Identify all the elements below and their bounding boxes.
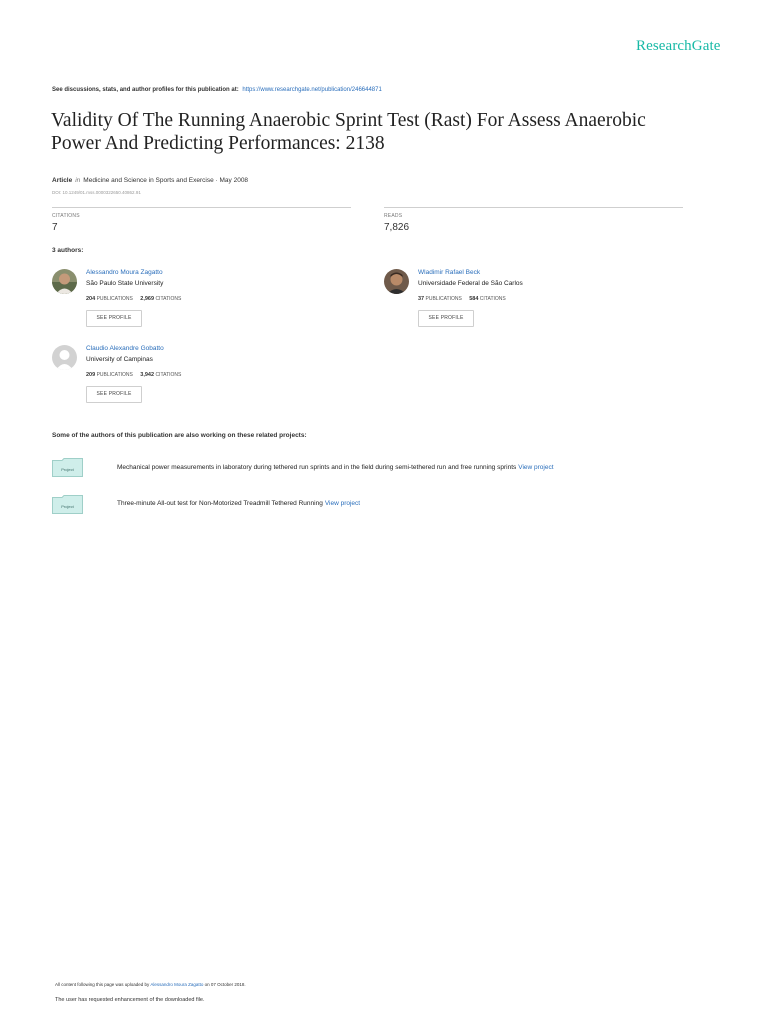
publications-count: 204	[86, 296, 96, 302]
author-photo-icon	[384, 269, 409, 294]
related-projects-heading: Some of the authors of this publication are also working on these related projects:	[52, 432, 307, 439]
author-name-link[interactable]: Claudio Alexandre Gobatto	[86, 345, 164, 352]
authors-heading: 3 authors:	[52, 247, 84, 254]
author-avatar[interactable]	[384, 269, 409, 294]
author-institution: Universidade Federal de São Carlos	[418, 280, 523, 287]
paper-title	[51, 109, 711, 155]
author-stats	[418, 296, 506, 302]
author-name-link[interactable]: Wladimir Rafael Beck	[418, 269, 481, 276]
project-folder-icon[interactable]	[52, 458, 83, 477]
title-line-2: Power And Predicting Performances: 2138	[51, 133, 385, 154]
publications-label: PUBLICATIONS	[96, 296, 133, 302]
reads-label: READS	[384, 213, 403, 219]
author-card	[384, 269, 684, 339]
project-icon-label: Project	[61, 504, 74, 509]
publications-count: 37	[418, 296, 425, 302]
see-profile-button[interactable]: SEE PROFILE	[86, 310, 142, 327]
in-text: in	[75, 177, 81, 184]
citations-count: 2,969	[140, 296, 155, 302]
project-item	[117, 464, 554, 471]
divider-right	[384, 207, 683, 208]
uploader-link[interactable]: Alessandro Moura Zagatto	[150, 982, 204, 987]
author-stats	[86, 372, 181, 378]
upload-note	[55, 982, 246, 987]
author-stats	[86, 296, 181, 302]
divider-left	[52, 207, 351, 208]
project-folder-icon[interactable]	[52, 495, 83, 514]
author-photo-icon	[52, 269, 77, 294]
article-type: Article	[52, 177, 73, 184]
article-info	[52, 177, 248, 184]
venue[interactable]: Medicine and Science in Sports and Exercise · May 2008	[83, 177, 249, 184]
citations-count: 3,942	[140, 372, 155, 378]
project-title: Mechanical power measurements in laboratory during tethered run sprints and in the field during semi-tethered run and free running sprints	[117, 464, 517, 471]
author-institution: São Paulo State University	[86, 280, 164, 287]
citations-value: 7	[52, 222, 58, 233]
author-card	[52, 345, 352, 415]
publications-label: PUBLICATIONS	[96, 372, 133, 378]
upload-suffix: on 07 October 2018.	[204, 982, 246, 987]
publications-label: PUBLICATIONS	[425, 296, 462, 302]
enhancement-note: The user has requested enhancement of the downloaded file.	[55, 997, 205, 1003]
project-item	[117, 500, 360, 507]
see-text: See discussions, stats, and author profiles for this publication at:	[52, 87, 239, 93]
author-card	[52, 269, 352, 339]
citations-label: CITATIONS	[52, 213, 80, 219]
publication-url-link[interactable]: https://www.researchgate.net/publication/246644871	[242, 87, 382, 93]
publication-link-line	[52, 87, 382, 93]
default-avatar-icon	[52, 345, 77, 370]
publications-count: 209	[86, 372, 96, 378]
doi: DOI: 10.1249/01.mss.0000322650.40862.91	[52, 190, 141, 195]
citations-label: CITATIONS	[155, 372, 182, 378]
title-line-1: Validity Of The Running Anaerobic Sprint Test (Rast) For Assess Anaerobic	[51, 110, 646, 131]
view-project-link[interactable]: View project	[324, 500, 361, 507]
view-project-link[interactable]: View project	[518, 464, 554, 471]
see-profile-button[interactable]: SEE PROFILE	[418, 310, 474, 327]
researchgate-logo[interactable]: ResearchGate	[636, 38, 721, 54]
author-avatar[interactable]	[52, 269, 77, 294]
citations-label: CITATIONS	[155, 296, 182, 302]
author-name-link[interactable]: Alessandro Moura Zagatto	[86, 269, 163, 276]
citations-count: 584	[469, 296, 479, 302]
project-title: Three-minute All-out test for Non-Motorized Treadmill Tethered Running	[117, 500, 323, 507]
author-avatar[interactable]	[52, 345, 77, 370]
upload-prefix: All content following this page was uploaded by	[55, 982, 150, 987]
author-institution: University of Campinas	[86, 356, 153, 363]
citations-label: CITATIONS	[479, 296, 506, 302]
reads-value: 7,826	[384, 222, 410, 233]
project-icon-label: Project	[61, 467, 74, 472]
see-profile-button[interactable]: SEE PROFILE	[86, 386, 142, 403]
